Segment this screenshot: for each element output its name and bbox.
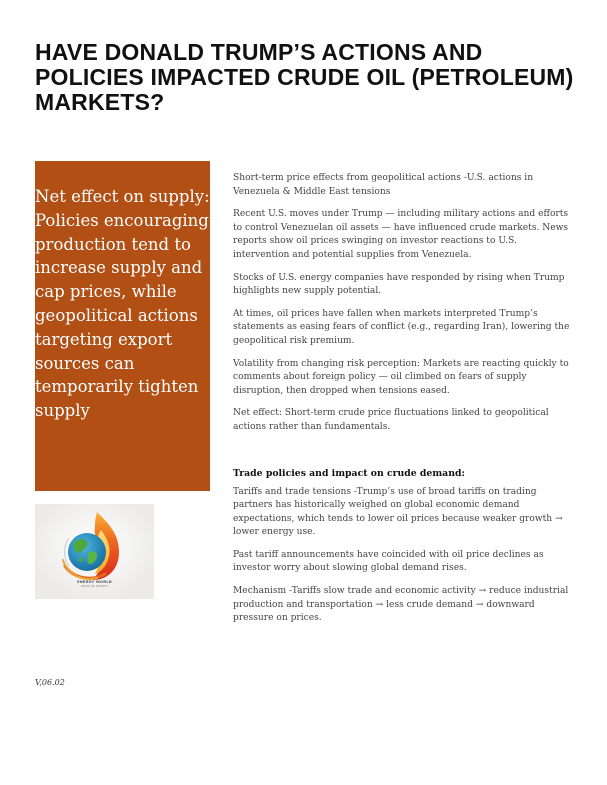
paragraph: At times, oil prices have fallen when markets interpreted Trump’s statements as easing fears of conflict (e.g., regarding Iran), lowering the geopolitical risk premium. bbox=[233, 308, 570, 346]
logo-image bbox=[35, 504, 154, 599]
paragraph: Stocks of U.S. energy companies have responded by rising when Trump highlights new supply potential. bbox=[233, 272, 565, 297]
callout-box bbox=[35, 161, 210, 491]
version-label: V,06.02 bbox=[35, 678, 65, 687]
paragraph: Tariffs and trade tensions -Trump’s use of broad tariffs on trading partners has historically weighed on global economic demand expectations, which tends to lower oil prices because weaker growth → lower energy use. bbox=[233, 486, 563, 538]
paragraph: Short-term price effects from geopolitical actions -U.S. actions in Venezuela & Middle East tensions bbox=[233, 173, 534, 197]
paragraph: Mechanism -Tariffs slow trade and economic activity → reduce industrial production and transportation → less crude demand → downward pressure on prices. bbox=[233, 586, 569, 624]
logo-subtext: CRUDE OIL MARKETS bbox=[80, 585, 109, 588]
main-content bbox=[233, 172, 573, 635]
page-title: HAVE DONALD TRUMP’S ACTIONS AND POLICIES IMPACTED CRUDE OIL (PETROLEUM) MARKETS? bbox=[35, 39, 574, 115]
paragraph: Volatility from changing risk perception: Markets are reacting quickly to comments about foreign policy — oil climbed on fears of supply disruption, then dropped when tensions eased. bbox=[233, 358, 569, 396]
paragraph: Recent U.S. moves under Trump — including military actions and efforts to control Venezuelan oil assets — have influenced crude markets. News reports show oil prices swinging on investor reactions to U.S. intervention and potential supplies from Venezuela. bbox=[233, 209, 569, 260]
paragraph: Net effect: Short-term crude price fluctuations linked to geopolitical actions rather than fundamentals. bbox=[233, 408, 549, 432]
logo-text: ENERGY WORLD bbox=[77, 580, 112, 584]
callout-text: Net effect on supply: Policies encouraging production tend to increase supply and cap prices, while geopolitical actions targeting export sources can temporarily tighten supply bbox=[35, 187, 210, 421]
section-spacer bbox=[233, 444, 573, 467]
paragraph: Past tariff announcements have coincided with oil price declines as investor worry about slowing global demand rises. bbox=[233, 549, 544, 574]
section-heading: Trade policies and impact on crude demand: bbox=[233, 467, 465, 479]
